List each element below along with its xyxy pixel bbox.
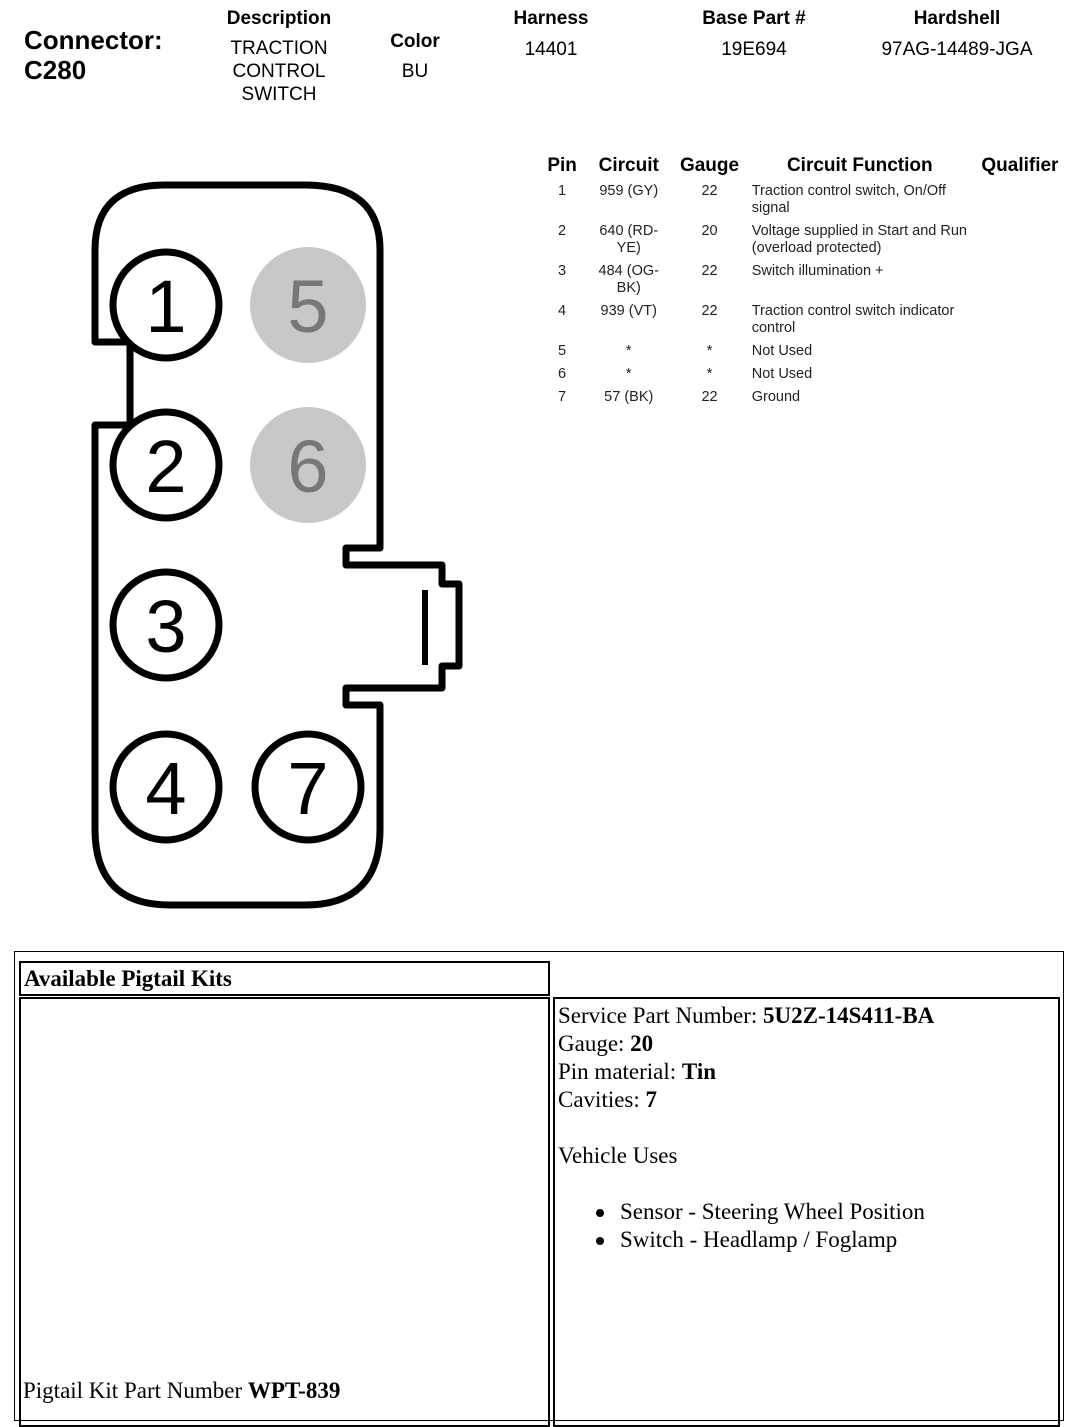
description-heading: Description bbox=[226, 8, 332, 29]
circuit-cell: * bbox=[625, 343, 632, 359]
gauge-value: 20 bbox=[630, 1031, 654, 1056]
pin-number-label: 2 bbox=[145, 425, 187, 508]
gauge-label: Gauge: bbox=[558, 1031, 625, 1056]
base-part-heading: Base Part # bbox=[702, 8, 806, 29]
qualifier-header: Qualifier bbox=[981, 155, 1059, 176]
pin-number-label: 6 bbox=[287, 425, 329, 508]
circuit-header: Circuit bbox=[598, 155, 659, 176]
pin-cavity-1 bbox=[113, 252, 219, 358]
pin-table bbox=[538, 155, 1068, 412]
pin-cavity-6 bbox=[250, 407, 366, 523]
function-cell: Switch illumination + bbox=[751, 263, 884, 279]
gauge-cell: 22 bbox=[701, 303, 718, 319]
pin-row bbox=[538, 366, 1068, 389]
pin-row bbox=[538, 263, 1068, 303]
pin-cavity-2 bbox=[113, 412, 219, 518]
vehicle-use-item: Sensor - Steering Wheel Position bbox=[620, 1198, 934, 1226]
kit-part-label: Pigtail Kit Part Number bbox=[23, 1378, 243, 1403]
circuit-cell: 57 (BK) bbox=[604, 389, 654, 405]
connector-id: C280 bbox=[24, 55, 87, 85]
cavities-line bbox=[558, 1086, 934, 1114]
pin-number-label: 7 bbox=[287, 747, 329, 830]
vehicle-use-item: Switch - Headlamp / Foglamp bbox=[620, 1226, 934, 1254]
function-cell: Ground bbox=[751, 389, 801, 405]
circuit-function-header: Circuit Function bbox=[786, 155, 933, 176]
pin-cavity-5 bbox=[250, 247, 366, 363]
base-part-value: 19E694 bbox=[721, 39, 787, 60]
pin-cell: 7 bbox=[558, 389, 567, 405]
qualifier-cell bbox=[972, 303, 1068, 343]
pigtail-specs bbox=[558, 1002, 934, 1254]
pin-material-label: Pin material: bbox=[558, 1059, 677, 1084]
kit-part-value: WPT-839 bbox=[247, 1378, 341, 1403]
base-part-column bbox=[680, 8, 828, 61]
pin-cell: 2 bbox=[558, 223, 567, 239]
color-value: BU bbox=[401, 61, 429, 82]
gauge-cell: 20 bbox=[701, 223, 718, 239]
function-cell: Traction control switch indicator control bbox=[751, 303, 955, 336]
circuit-cell: 959 (GY) bbox=[599, 183, 659, 199]
pin-row bbox=[538, 183, 1068, 223]
pigtail-kits-title: Available Pigtail Kits bbox=[19, 961, 550, 996]
pin-cell: 3 bbox=[558, 263, 567, 279]
pin-row bbox=[538, 389, 1068, 412]
service-part-value: 5U2Z-14S411-BA bbox=[763, 1003, 935, 1028]
circuit-cell: 640 (RD-YE) bbox=[599, 223, 659, 256]
pin-cell: 5 bbox=[558, 343, 567, 359]
circuit-cell: * bbox=[625, 366, 632, 382]
qualifier-cell bbox=[972, 389, 1068, 412]
vehicle-uses-label: Vehicle Uses bbox=[558, 1143, 678, 1168]
description-line: SWITCH bbox=[241, 84, 317, 105]
pigtail-kit-image-cell bbox=[19, 997, 550, 1427]
pin-cavity-7 bbox=[255, 734, 361, 840]
qualifier-cell bbox=[972, 223, 1068, 263]
pin-header: Pin bbox=[547, 155, 577, 176]
pin-row bbox=[538, 303, 1068, 343]
pin-cell: 4 bbox=[558, 303, 567, 319]
hardshell-column bbox=[862, 8, 1052, 61]
gauge-cell: 22 bbox=[701, 183, 718, 199]
circuit-cell: 939 (VT) bbox=[600, 303, 657, 319]
cavities-value: 7 bbox=[645, 1087, 658, 1112]
function-cell: Voltage supplied in Start and Run (overload protected) bbox=[751, 223, 967, 256]
function-cell: Traction control switch, On/Off signal bbox=[751, 183, 946, 216]
function-cell: Not Used bbox=[751, 343, 813, 359]
description-line: CONTROL bbox=[232, 61, 326, 82]
harness-column bbox=[490, 8, 612, 61]
pin-cavity-3 bbox=[113, 572, 219, 678]
pin-number-label: 1 bbox=[145, 265, 187, 348]
pin-cavity-4 bbox=[113, 734, 219, 840]
gauge-line bbox=[558, 1030, 934, 1058]
pin-number-label: 4 bbox=[145, 747, 187, 830]
pin-cell: 6 bbox=[558, 366, 567, 382]
harness-value: 14401 bbox=[524, 39, 578, 60]
qualifier-cell bbox=[972, 183, 1068, 223]
qualifier-cell bbox=[972, 263, 1068, 303]
gauge-header: Gauge bbox=[679, 155, 740, 176]
pin-number-label: 3 bbox=[145, 585, 187, 668]
pin-row bbox=[538, 223, 1068, 263]
service-part-label: Service Part Number: bbox=[558, 1003, 758, 1028]
pin-number-label: 5 bbox=[287, 265, 329, 348]
function-cell: Not Used bbox=[751, 366, 813, 382]
connector-label: Connector: bbox=[24, 25, 163, 55]
connector-face-diagram bbox=[80, 176, 480, 916]
gauge-cell: * bbox=[706, 366, 713, 382]
pin-table-header bbox=[538, 155, 1068, 183]
cavities-label: Cavities: bbox=[558, 1087, 640, 1112]
gauge-cell: 22 bbox=[701, 263, 718, 279]
gauge-cell: 22 bbox=[701, 389, 718, 405]
hardshell-value: 97AG-14489-JGA bbox=[881, 39, 1033, 60]
description-column bbox=[200, 8, 358, 106]
pigtail-kit-part-number bbox=[23, 1377, 340, 1405]
qualifier-cell bbox=[972, 343, 1068, 366]
pin-cell: 1 bbox=[558, 183, 567, 199]
pin-row bbox=[538, 343, 1068, 366]
circuit-cell: 484 (OG-BK) bbox=[598, 263, 659, 296]
gauge-cell: * bbox=[706, 343, 713, 359]
service-part-line bbox=[558, 1002, 934, 1030]
color-heading: Color bbox=[390, 31, 440, 52]
hardshell-heading: Hardshell bbox=[913, 8, 1001, 29]
pin-material-line bbox=[558, 1058, 934, 1086]
vehicle-uses-list bbox=[558, 1198, 934, 1254]
harness-heading: Harness bbox=[513, 8, 589, 29]
pin-material-value: Tin bbox=[681, 1059, 717, 1084]
description-line: TRACTION bbox=[230, 38, 328, 59]
color-column bbox=[372, 31, 458, 83]
qualifier-cell bbox=[972, 366, 1068, 389]
